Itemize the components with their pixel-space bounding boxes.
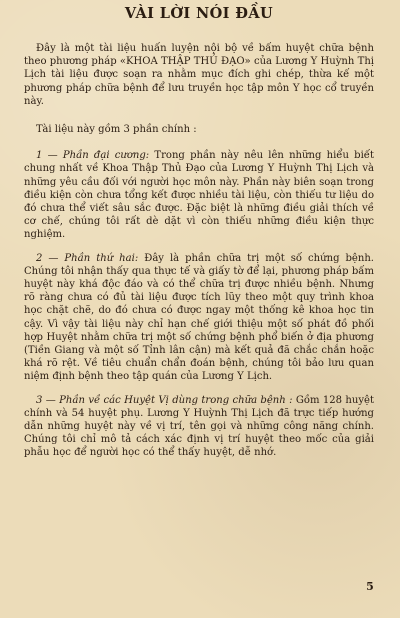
part-1-label: 1 — Phần đại cương: [36,150,150,162]
intro-paragraph: Đây là một tài liệu huấn luyện nội bộ về bấm huyệt chữa bệnh theo phương pháp «KHOA THẬP THỦ ĐẠO» của Lương Y Huỳnh Thị Lịch tài liệu được soạn ra nhằm mục đích ghi chép, thừa kế một phương pháp chữa bệnh để lưu truyền học tập môn Y học cổ truyền này. [24,43,374,107]
part-1-text: Trong phần này nêu lên những hiểu biết chung nhất về Khoa Thập Thủ Đạo của Lương Y Huỳnh Thị Lịch và những yêu cầu đối với người học môn này. Phần này biên soạn trong điều kiện còn chưa tổng kết được nhiều tài liệu, còn thiếu tư liệu do đó chưa thể viết sâu sắc được. Đặc biệt là những điều giải thích về cơ chế, chúng tôi rất dè dặt vì còn thiếu những điều kiện thực nghiệm. [24,150,375,241]
part-3-label: 3 — Phần về các Huyệt Vị dùng trong chữa bệnh : [36,394,293,406]
page-number: 5 [366,580,374,593]
part-1-paragraph [24,149,374,241]
part-2-label: 2 — Phần thứ hai: [36,252,139,264]
page-title: VÀI LỜI NÓI ĐẦU [124,5,274,22]
part-3-text: Gồm 128 huyệt chính và 54 huyệt phụ. Lương Y Huỳnh Thị Lịch đã trực tiếp hướng dẫn những huyệt này về vị trí, tên gọi và những công năng chính. Chúng tôi chỉ mô tả cách xác định vị trí huyệt theo mốc của giải phẫu học để người học có thể thấy huyệt, dễ nhớ. [24,394,374,459]
part-3-paragraph [24,394,374,460]
part-2-text: Đây là phần chữa trị một số chứng bệnh. Chúng tôi nhận thấy qua thực tế và giấy tờ để lại, phương pháp bấm huyệt này khá độc đáo và có thể chữa trị được nhiều bệnh. Nhưng rõ ràng chưa có đủ tài liệu được tích lũy theo một quy trình khoa học chặt chẽ, do đó chưa có được ngay một thống kê khoa học tin cậy. Vì vậy tài liệu này chỉ hạn chế giới thiệu một số phát đồ phối hợp Huyệt nhằm chữa trị một số chứng bệnh phổ biến ở địa phương (Tiền Giang và một số Tỉnh lân cận) mà kết quả đã chắc chắn hoặc khá rõ rệt. Về tiêu chuẩn chẩn đoán bệnh, chúng tôi bảo lưu quan niệm định bệnh theo tập quán của Lương Y Lịch. [24,252,375,383]
contents-heading: Tài liệu này gồm 3 phần chính : [36,124,197,136]
part-2-paragraph [24,252,374,384]
